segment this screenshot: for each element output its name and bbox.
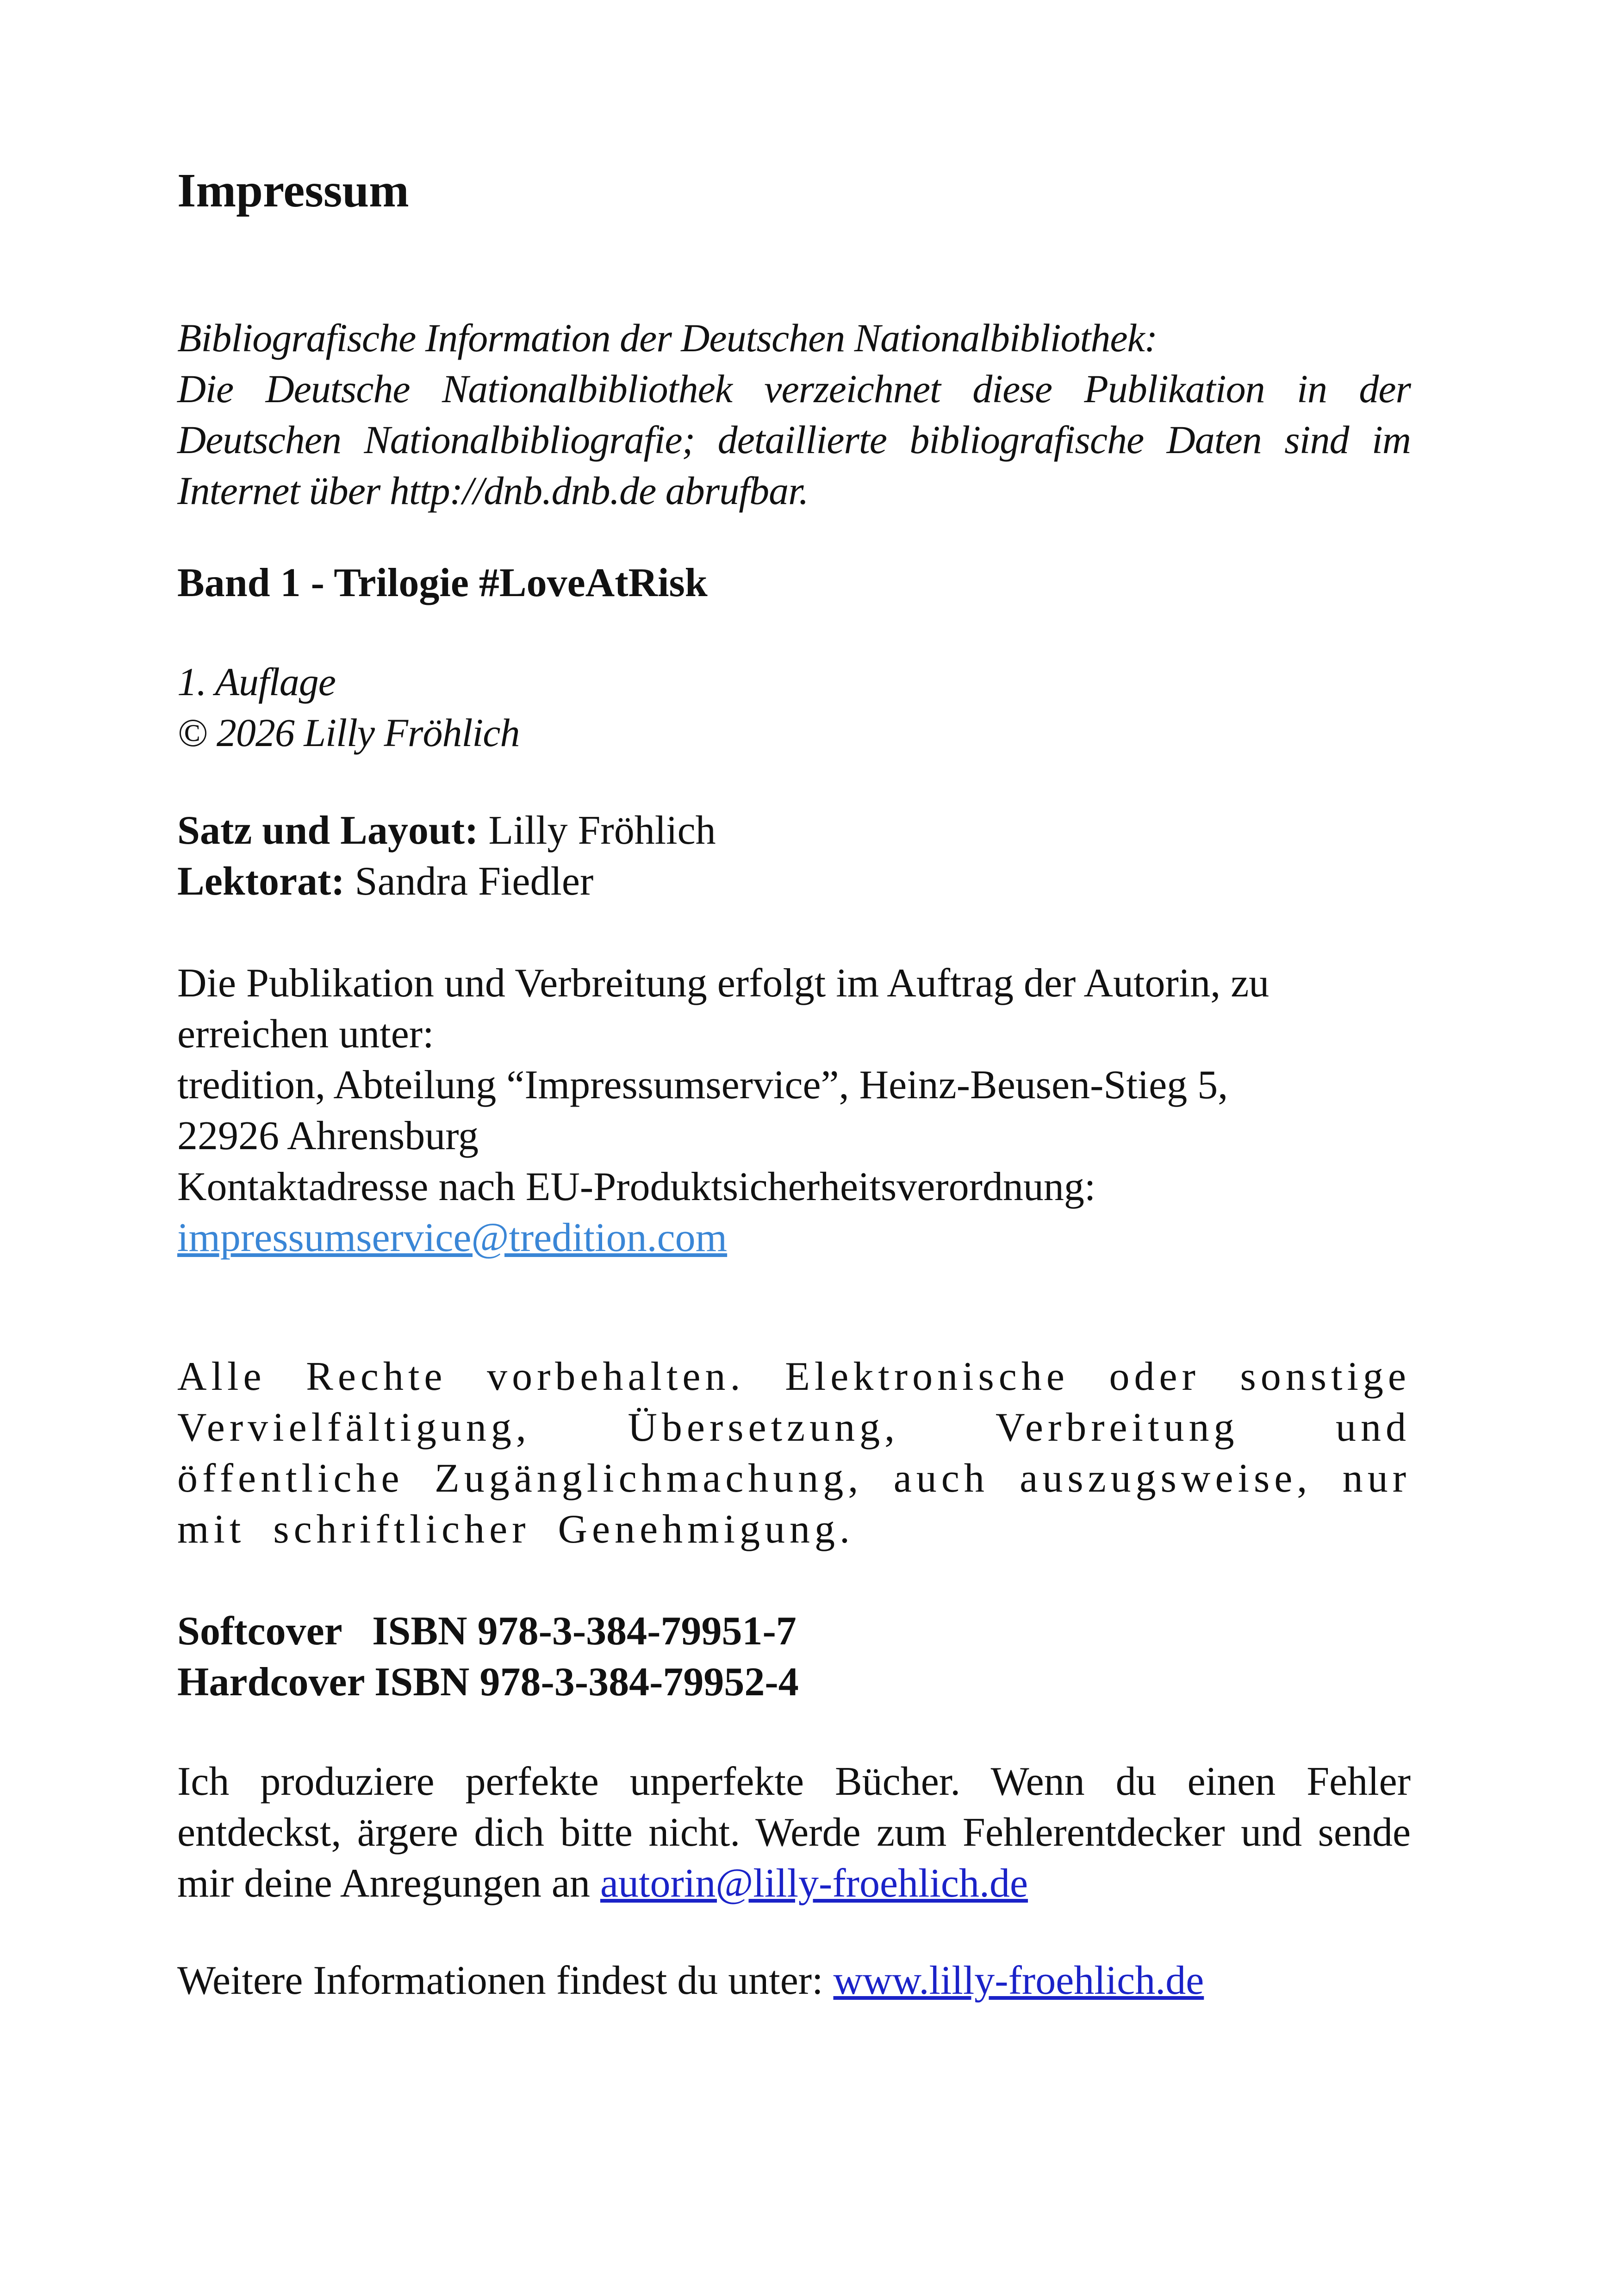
edition-copyright: © 2026 Lilly Fröhlich (177, 710, 520, 755)
isbn-hardcover: Hardcover ISBN 978-3-384-79952-4 (177, 1660, 799, 1705)
isbn-info (177, 1606, 1411, 1708)
more-info-text: Weitere Informationen findest du unter: (177, 1958, 834, 2003)
credit-lektorat-value: Sandra Fiedler (344, 859, 594, 904)
bibliographic-heading: Bibliografische Information der Deutschen Nationalbibliothek: (177, 316, 1157, 360)
credit-lektorat (177, 856, 1411, 907)
feedback-text: Ich produziere perfekte unperfekte Bücher. Wenn du einen Fehler entdeckst, ärgere dich bitte nicht. Werde zum Fehlerentdecker und sende mir deine Anregungen an (177, 1759, 1411, 1906)
publication-info (177, 958, 1411, 1263)
author-email-link[interactable]: autorin@lilly-froehlich.de (600, 1861, 1028, 1906)
impressumservice-email-link[interactable]: impressumservice@tredition.com (177, 1215, 728, 1260)
credits (177, 805, 1411, 907)
isbn-softcover: Softcover ISBN 978-3-384-79951-7 (177, 1609, 797, 1654)
bibliographic-text: Die Deutsche Nationalbibliothek verzeichnet diese Publikation in der Deutschen Nationalbibliografie; detaillierte bibliografische Daten sind im Internet über http://dnb.dnb.de abrufbar. (177, 367, 1411, 513)
page-title: Impressum (177, 164, 409, 217)
edition-info (177, 656, 1411, 758)
credit-layout-label: Satz und Layout: (177, 808, 479, 853)
publication-line-1: Die Publikation und Verbreitung erfolgt im Auftrag der Autorin, zu (177, 961, 1270, 1006)
publication-line-3: tredition, Abteilung “Impressumservice”, Heinz-Beusen-Stieg 5, (177, 1063, 1228, 1108)
bibliographic-info (177, 312, 1411, 516)
rights-notice: Alle Rechte vorbehalten. Elektronische oder sonstige Vervielfältigung, Übersetzung, Verbreitung und öffentliche Zugänglichmachung, auch auszugsweise, nur mit schriftlicher Genehmigung. (177, 1354, 1411, 1552)
credit-layout-value: Lilly Fröhlich (478, 808, 716, 853)
credit-layout (177, 805, 1411, 856)
band-title: Band 1 - Trilogie #LoveAtRisk (177, 560, 708, 605)
publication-line-5: Kontaktadresse nach EU-Produktsicherheitsverordnung: (177, 1164, 1096, 1209)
edition-auflage: 1. Auflage (177, 660, 336, 704)
website-link[interactable]: www.lilly-froehlich.de (833, 1958, 1204, 2003)
publication-line-4: 22926 Ahrensburg (177, 1114, 479, 1158)
more-info (177, 1955, 1411, 2006)
feedback-notice (177, 1756, 1411, 1909)
publication-line-2: erreichen unter: (177, 1012, 434, 1057)
credit-lektorat-label: Lektorat: (177, 859, 345, 904)
